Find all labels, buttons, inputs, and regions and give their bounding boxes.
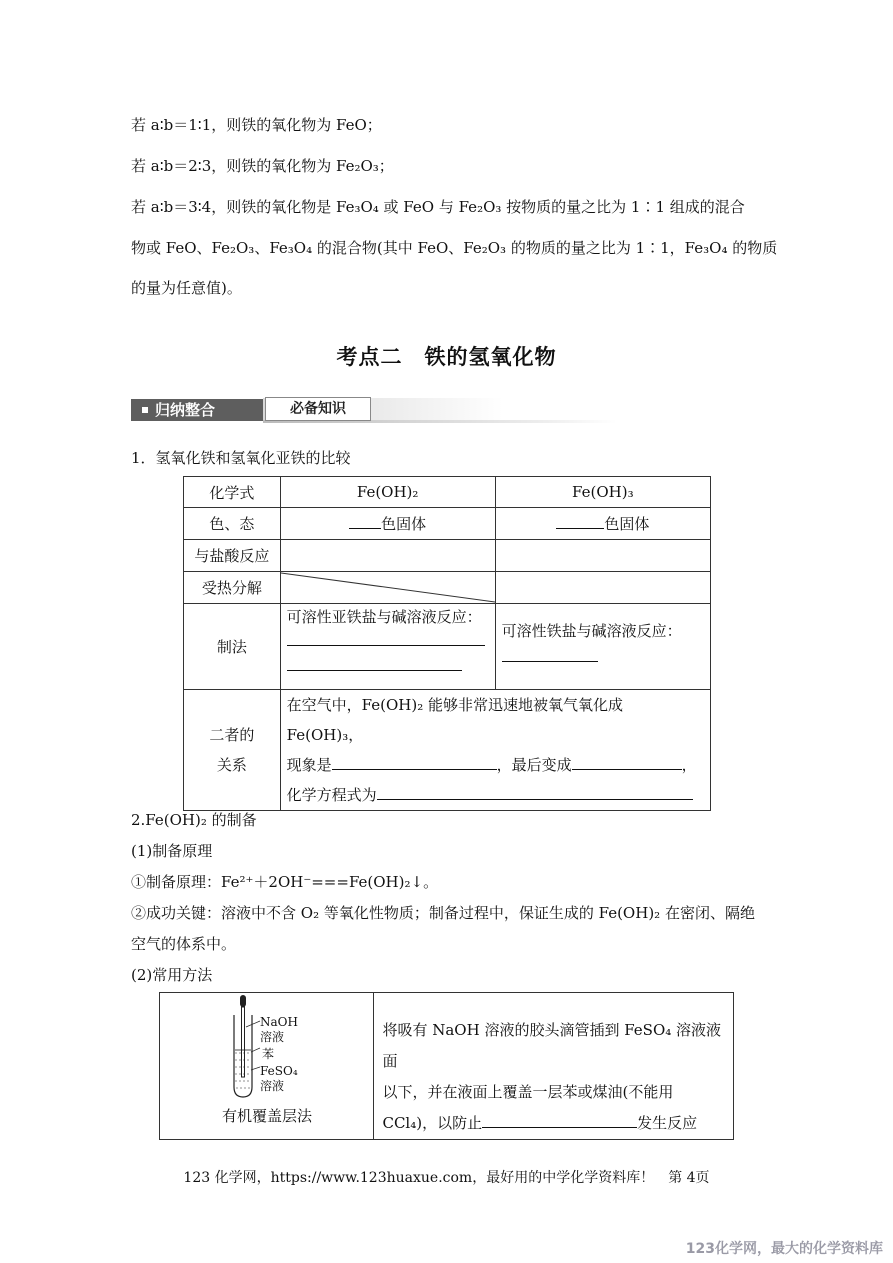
method-caption: 有机覆盖层法 [221, 1107, 312, 1125]
table-row [184, 572, 711, 604]
label-solution-2: 溶液 [260, 1079, 285, 1093]
fill-blank[interactable] [482, 1113, 637, 1128]
item2-sub1: (1)制备原理 [131, 842, 213, 860]
fill-blank[interactable] [349, 514, 381, 529]
cell-prep-feoh2: 可溶性亚铁盐与碱溶液反应： [280, 604, 495, 690]
ratio-line-4: 物或 FeO、Fe₂O₃、Fe₃O₄ 的混合物(其中 FeO、Fe₂O₃ 的物质的量之比为 1∶1，Fe₃O₄ 的物质 [131, 239, 778, 257]
section-title: 考点二 铁的氢氧化物 [336, 344, 557, 369]
table-header-row [184, 477, 711, 508]
comparison-table [183, 476, 711, 811]
row-label-relation: 二者的 关系 [184, 690, 281, 811]
ratio-line-1: 若 a∶b＝1∶1，则铁的氧化物为 FeO； [131, 116, 382, 134]
fill-blank[interactable] [556, 514, 604, 529]
ratio-line-2: 若 a∶b＝2∶3，则铁的氧化物为 Fe₂O₃； [131, 157, 394, 175]
cell-relation: 在空气中，Fe(OH)₂ 能够非常迅速地被氧气氧化成 Fe(OH)₃， 现象是 ，最后变成 ， 化学方程式为 [280, 690, 710, 811]
page-footer: 123 化学网，https://www.123huaxue.com，最好用的中学化学资料库！ 第 4页 [183, 1170, 710, 1186]
item2-key-2: 空气的体系中。 [131, 935, 237, 953]
header-feoh2: Fe(OH)₂ [280, 477, 495, 508]
table-row [184, 690, 711, 811]
row-label-heat: 受热分解 [184, 572, 281, 604]
item1-heading: 1．氢氧化铁和氢氧化亚铁的比较 [131, 449, 351, 467]
fill-blank[interactable] [572, 755, 682, 770]
method-table [159, 992, 734, 1140]
fill-blank[interactable] [287, 627, 485, 646]
answer-cell[interactable] [495, 540, 710, 572]
item2-heading: 2.Fe(OH)₂ 的制备 [131, 811, 257, 829]
table-row [184, 604, 711, 690]
section-banner [131, 396, 486, 426]
row-label-hcl: 与盐酸反应 [184, 540, 281, 572]
ratio-line-3: 若 a∶b＝3∶4，则铁的氧化物是 Fe₃O₄ 或 FeO 与 Fe₂O₃ 按物质的量之比为 1∶1 组成的混合 [131, 198, 745, 216]
item2-sub2: (2)常用方法 [131, 966, 213, 984]
item2-principle: ①制备原理：Fe²⁺＋2OH⁻===Fe(OH)₂↓。 [131, 873, 439, 891]
banner-sub-label: 必备知识 [265, 397, 371, 421]
method-diagram-cell [160, 993, 374, 1140]
test-tube-diagram [160, 995, 374, 1105]
answer-cell[interactable] [495, 572, 710, 604]
answer-cell[interactable] [280, 540, 495, 572]
label-solution-1: 溶液 [260, 1030, 285, 1044]
row-label-color: 色、态 [184, 508, 281, 540]
header-feoh3: Fe(OH)₃ [495, 477, 710, 508]
banner-main-label: 归纳整合 [131, 399, 263, 421]
method-description-cell: 将吸有 NaOH 溶液的胶头滴管插到 FeSO₄ 溶液液面 以下，并在液面上覆盖一层苯或煤油(不能用 CCl₄)，以防止 发生反应 [374, 993, 734, 1140]
label-naoh: NaOH [260, 1015, 298, 1029]
row-label-prep: 制法 [184, 604, 281, 690]
table-row [184, 508, 711, 540]
label-feso4: FeSO₄ [260, 1064, 298, 1078]
cell-color-feoh3: 色固体 [495, 508, 710, 540]
answer-cell-diagonal [280, 572, 495, 604]
header-formula: 化学式 [184, 477, 281, 508]
fill-blank[interactable] [377, 785, 693, 800]
diagonal-line [281, 572, 495, 603]
cell-color-feoh2: 色固体 [280, 508, 495, 540]
table-row [184, 540, 711, 572]
fill-blank[interactable] [332, 755, 497, 770]
fill-blank[interactable] [502, 641, 598, 662]
ratio-line-5: 的量为任意值)。 [131, 279, 242, 297]
cell-prep-feoh3: 可溶性铁盐与碱溶液反应： [495, 604, 710, 690]
label-benzene: 苯 [262, 1047, 275, 1061]
fill-blank[interactable] [287, 646, 462, 671]
watermark: 123化学网，最大的化学资料库 [685, 1241, 883, 1257]
item2-key-1: ②成功关键：溶液中不含 O₂ 等氧化性物质；制备过程中，保证生成的 Fe(OH)₂ 在密闭、隔绝 [131, 904, 755, 922]
